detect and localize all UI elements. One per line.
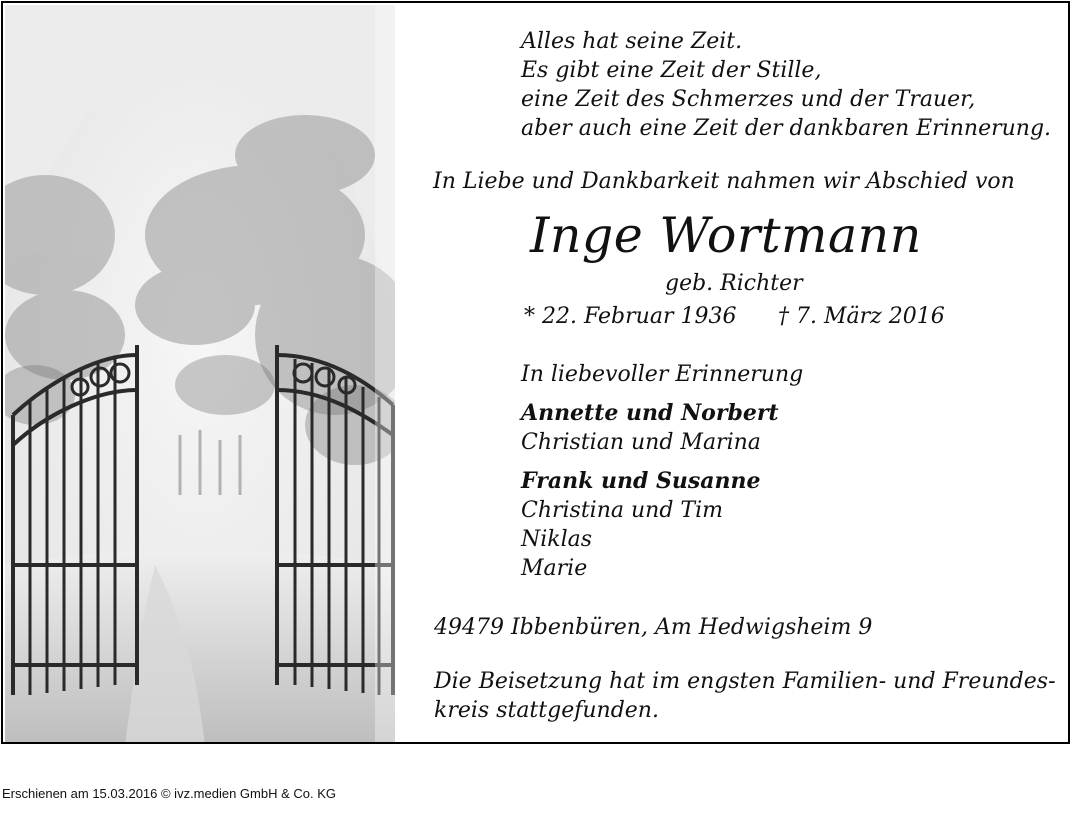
mourner-name: Niklas — [521, 527, 593, 552]
poem-line: Es gibt eine Zeit der Stille, — [521, 58, 822, 83]
mourner-group-head: Frank und Susanne — [521, 468, 761, 494]
deceased-name: Inge Wortmann — [530, 207, 922, 264]
family-address: 49479 Ibbenbüren, Am Hedwigsheim 9 — [434, 615, 873, 640]
mourner-name: Christian und Marina — [521, 430, 761, 455]
poem-line: eine Zeit des Schmerzes und der Trauer, — [521, 87, 976, 112]
poem-line: Alles hat seine Zeit. — [521, 29, 743, 54]
obituary-notice — [1, 1, 1070, 744]
garden-gate-photo — [5, 5, 395, 744]
publication-footer: Erschienen am 15.03.2016 © ivz.medien GmbH & Co. KG — [2, 786, 337, 801]
poem-line: aber auch eine Zeit der dankbaren Erinnerung. — [521, 116, 1052, 141]
burial-note-line: kreis stattgefunden. — [434, 698, 659, 723]
birth-date: * 22. Februar 1936 — [524, 304, 737, 329]
farewell-intro: In Liebe und Dankbarkeit nahmen wir Abschied von — [433, 169, 1015, 194]
mourner-name: Marie — [521, 556, 588, 581]
remembrance-line: In liebevoller Erinnerung — [521, 362, 804, 387]
mourner-name: Christina und Tim — [521, 498, 723, 523]
death-date: † 7. März 2016 — [778, 304, 945, 329]
maiden-name: geb. Richter — [665, 271, 803, 296]
burial-note-line: Die Beisetzung hat im engsten Familien- und Freundes- — [434, 669, 1056, 694]
mourner-group-head: Annette und Norbert — [521, 400, 779, 426]
